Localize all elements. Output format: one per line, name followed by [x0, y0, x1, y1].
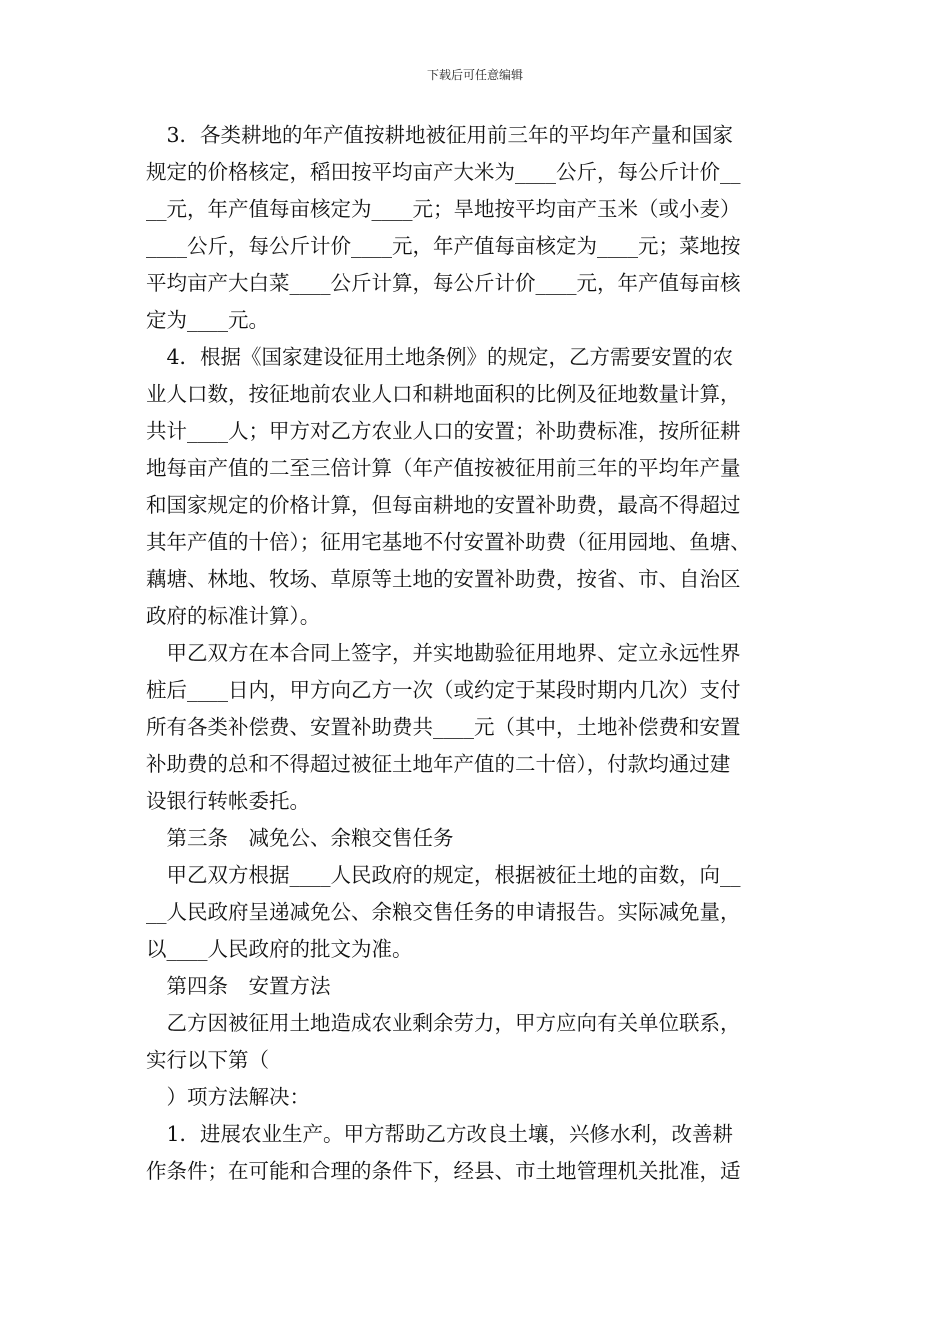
text-line: 规定的价格核定，稻田按平均亩产大米为____公斤，每公斤计价__: [146, 160, 741, 184]
text-line: 和国家规定的价格计算，但每亩耕地的安置补助费，最高不得超过: [146, 493, 741, 517]
text-line: __元，年产值每亩核定为____元；旱地按平均亩产玉米（或小麦）: [146, 197, 741, 221]
text-line: 1．进展农业生产。甲方帮助乙方改良土壤，兴修水利，改善耕: [146, 1122, 734, 1146]
text-line: ____公斤，每公斤计价____元，年产值每亩核定为____元；菜地按: [146, 234, 741, 258]
text-line: __人民政府呈递减免公、余粮交售任务的申请报告。实际减免量，: [146, 900, 741, 924]
text-line: 甲乙双方在本合同上签字，并实地勘验征用地界、定立永远性界: [146, 641, 741, 665]
text-line: 其年产值的十倍）；征用宅基地不付安置补助费（征用园地、鱼塘、: [146, 530, 751, 554]
text-line: 设银行转帐委托。: [146, 789, 310, 813]
text-line: 桩后____日内，甲方向乙方一次（或约定于某段时期内几次）支付: [146, 678, 741, 702]
section-heading: 第三条 减免公、余粮交售任务: [146, 826, 454, 850]
text-line: ）项方法解决：: [146, 1085, 310, 1109]
section-heading: 第四条 安置方法: [146, 974, 331, 998]
text-line: 乙方因被征用土地造成农业剩余劳力，甲方应向有关单位联系，: [146, 1011, 741, 1035]
text-line: 作条件；在可能和合理的条件下，经县、市土地管理机关批准，适: [146, 1159, 741, 1183]
text-line: 业人口数，按征地前农业人口和耕地面积的比例及征地数量计算，: [146, 382, 741, 406]
text-line: 所有各类补偿费、安置补助费共____元（其中，土地补偿费和安置: [146, 715, 741, 739]
text-line: 4．根据《国家建设征用土地条例》的规定，乙方需要安置的农: [146, 345, 734, 369]
text-line: 定为____元。: [146, 308, 269, 332]
text-line: 政府的标准计算）。: [146, 604, 321, 628]
page-header: 下载后可任意编辑: [426, 68, 523, 82]
text-line: 藕塘、林地、牧场、草原等土地的安置补助费，按省、市、自治区: [146, 567, 741, 591]
text-line: 以____人民政府的批文为准。: [146, 937, 413, 961]
text-line: 共计____人；甲方对乙方农业人口的安置；补助费标准，按所征耕: [146, 419, 741, 443]
text-line: 3．各类耕地的年产值按耕地被征用前三年的平均年产量和国家: [146, 123, 734, 147]
text-line: 补助费的总和不得超过被征土地年产值的二十倍），付款均通过建: [146, 752, 731, 776]
text-line: 地每亩产值的二至三倍计算（年产值按被征用前三年的平均年产量: [146, 456, 741, 480]
text-line: 平均亩产大白菜____公斤计算，每公斤计价____元，年产值每亩核: [146, 271, 741, 295]
text-line: 甲乙双方根据____人民政府的规定，根据被征土地的亩数，向__: [146, 863, 741, 887]
text-line: 实行以下第（: [146, 1048, 269, 1072]
